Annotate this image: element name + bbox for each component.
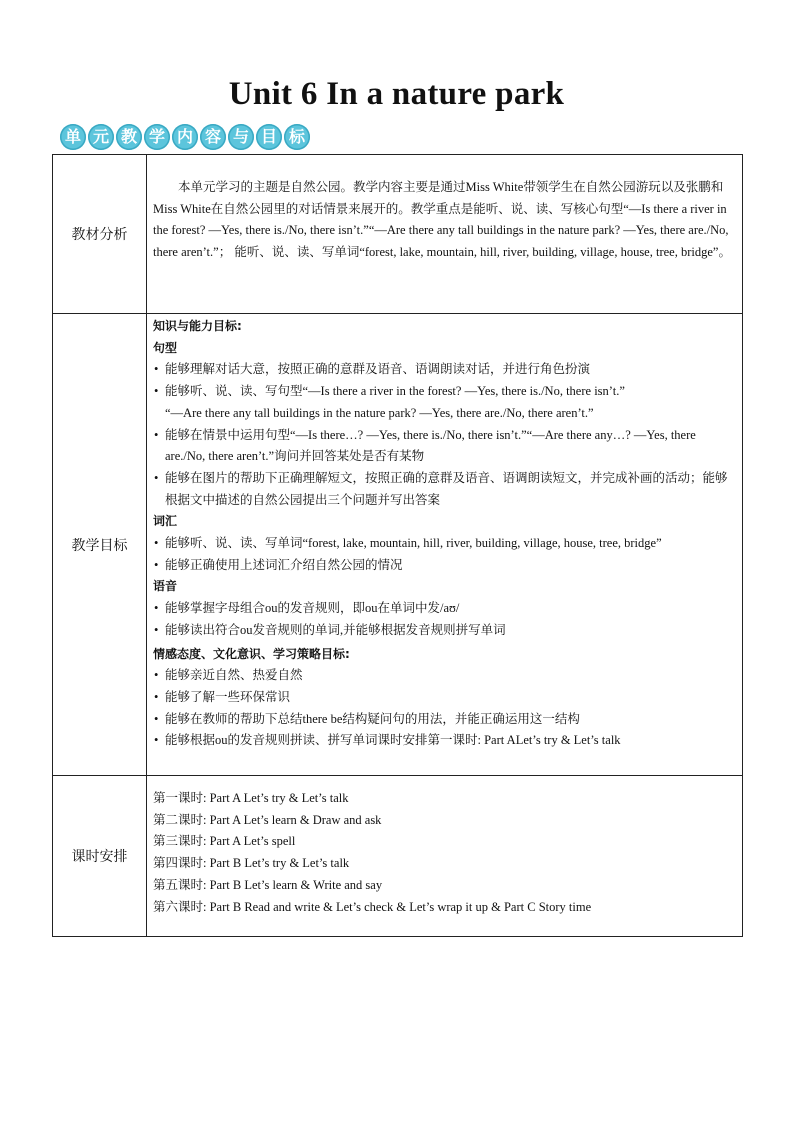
list-item: • 能够掌握字母组合ou的发音规则，即ou在单词中发/aʊ/ [153, 598, 738, 620]
list-item: • 能够听、说、读、写单词“forest, lake, mountain, hill, river, building, village, house, tree, bridge” [153, 533, 738, 555]
section-banner [60, 124, 310, 150]
schedule-label: 课时安排 [53, 776, 147, 937]
schedule-item: 第五课时: Part B Let’s learn & Write and say [153, 877, 383, 892]
list-item-continuation: “—Are there any tall buildings in the nature park? —Yes, there are./No, there aren’t.” [165, 405, 594, 420]
phonics-heading: 语音 [153, 579, 178, 594]
schedule-item: 第二课时: Part A Let’s learn & Draw and ask [153, 812, 382, 827]
banner-char: 元 [88, 124, 114, 150]
list-item: • 能够理解对话大意，按照正确的意群及语音、语调朗读对话，并进行角色扮演 [153, 359, 738, 381]
sentence-heading: 句型 [153, 340, 178, 355]
analysis-text: 本单元学习的主题是自然公园。教学内容主要是通过Miss White带领学生在自然公园游玩以及张鹏和Miss White在自然公园里的对话情景来展开的。教学重点是能听、说、读、写核心句型“—Is there a river in the forest? —Yes, there is./No, there isn’t.”“—Are there any tall buildings in the nature park? —Yes, there are./No, there aren’t.”； 能听、说、读、写单词“forest, lake, mountain, hill, river, building, village, house, tree, bridge”。 [153, 180, 731, 260]
page-title: Unit 6 In a nature park [228, 76, 565, 112]
analysis-row [53, 155, 743, 314]
schedule-cell [147, 776, 743, 937]
knowledge-heading: 知识与能力目标: [153, 319, 242, 333]
banner-char: 单 [60, 124, 86, 150]
vocab-heading: 词汇 [153, 514, 178, 529]
schedule-item: 第六课时: Part B Read and write & Let’s check & Let’s wrap it up & Part C Story time [153, 899, 592, 914]
schedule-item: 第四课时: Part B Let’s try & Let’s talk [153, 856, 350, 871]
unit-plan-table [52, 154, 743, 937]
list-item: • 能够在教师的帮助下总结there be结构疑问句的用法，并能正确运用这一结构 [153, 709, 738, 731]
analysis-cell [147, 155, 743, 314]
list-item: • 能够根据ou的发音规则拼读、拼写单词课时安排第一课时: Part ALet’s try & Let’s talk [153, 730, 738, 752]
goals-row [53, 314, 743, 776]
banner-char: 与 [228, 124, 254, 150]
banner-char: 内 [172, 124, 198, 150]
list-item: • 能够听、说、读、写句型“—Is there a river in the forest? —Yes, there is./No, there isn’t.” [153, 381, 738, 403]
banner-char: 目 [256, 124, 282, 150]
banner-char: 标 [284, 124, 310, 150]
schedule-item: 第一课时: Part A Let’s try & Let’s talk [153, 791, 349, 805]
analysis-label: 教材分析 [53, 155, 147, 314]
list-item: • 能够读出符合ou发音规则的单词,并能够根据发音规则拼写单词 [153, 620, 738, 642]
list-item: • 能够在情景中运用句型“—Is there…? —Yes, there is./No, there isn’t.”“—Are there any…? —Yes, there are./No, there aren’t.”询问并回答某处是否有某物 [153, 425, 738, 468]
banner-char: 学 [144, 124, 170, 150]
affect-heading: 情感态度、文化意识、学习策略目标: [153, 646, 350, 661]
schedule-row [53, 776, 743, 937]
banner-char: 容 [200, 124, 226, 150]
goals-label: 教学目标 [53, 314, 147, 776]
list-item: • 能够亲近自然、热爱自然 [153, 665, 738, 687]
banner-char: 教 [116, 124, 142, 150]
list-item: • 能够正确使用上述词汇介绍自然公园的情况 [153, 555, 738, 577]
list-item: • 能够了解一些环保常识 [153, 687, 738, 709]
schedule-item: 第三课时: Part A Let’s spell [153, 834, 296, 849]
list-item: • 能够在图片的帮助下正确理解短文，按照正确的意群及语音、语调朗读短文，并完成补画的活动；能够根据文中描述的自然公园提出三个问题并写出答案 [153, 468, 738, 511]
goals-cell [147, 314, 743, 776]
